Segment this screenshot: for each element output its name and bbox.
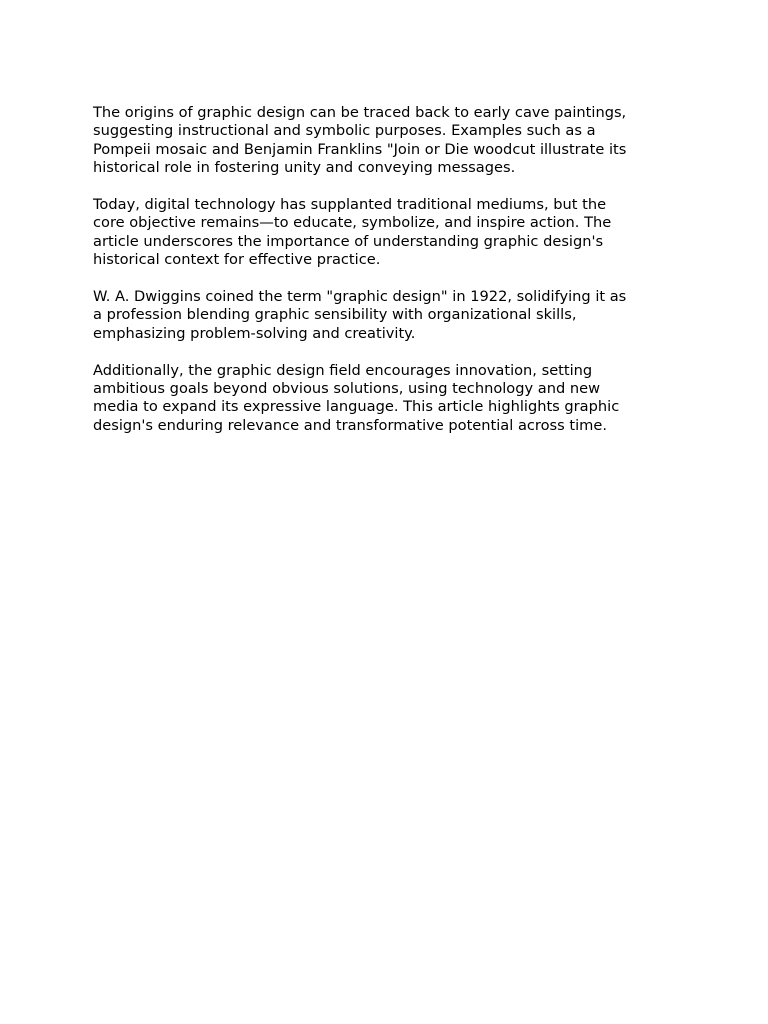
paragraph-line: The origins of graphic design can be traced back to early cave paintings, [93,104,627,121]
paragraph-line: design's enduring relevance and transformative potential across time. [93,416,607,434]
paragraph-origins [93,104,683,178]
paragraph-line: Pompeii mosaic and Benjamin Franklins "Join or Die woodcut illustrate its [93,140,627,158]
paragraph-line: historical role in fostering unity and conveying messages. [93,159,516,177]
paragraph-line: Additionally, the graphic design field encourages innovation, setting [93,361,593,379]
paragraph-line: media to expand its expressive language. This article highlights graphic [93,398,620,416]
paragraph-line: Today, digital technology has supplanted traditional mediums, but the [93,196,607,214]
paragraph-dwiggins [93,288,683,343]
paragraph-line: suggesting instructional and symbolic purposes. Examples such as a [93,122,596,140]
paragraph-line: emphasizing problem-solving and creativity. [93,324,416,342]
paragraph-additionally [93,362,683,436]
paragraph-today [93,196,683,270]
paragraph-line: article underscores the importance of understanding graphic design's [93,232,604,250]
paragraph-line: core objective remains—to educate, symbolize, and inspire action. The [93,214,612,232]
paragraph-line: historical context for effective practice. [93,251,381,269]
paragraph-line: W. A. Dwiggins coined the term "graphic design" in 1922, solidifying it as [93,288,627,306]
document-body [93,104,683,454]
paragraph-line: ambitious goals beyond obvious solutions, using technology and new [93,380,601,398]
paragraph-line: a profession blending graphic sensibility with organizational skills, [93,306,577,324]
